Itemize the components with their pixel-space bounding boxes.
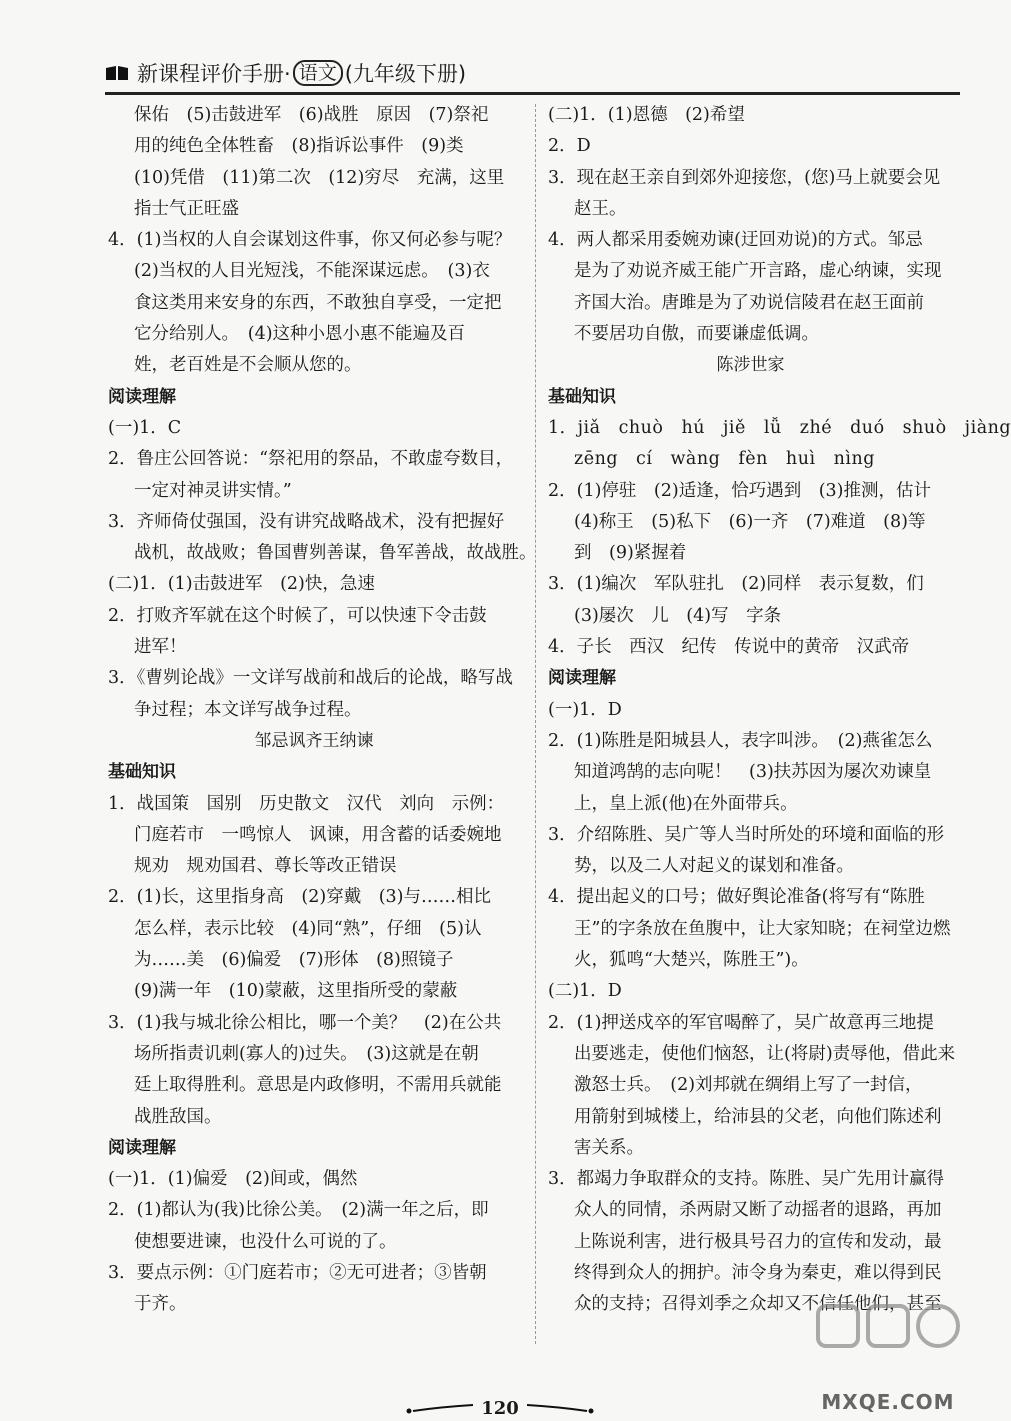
text-line: 王”的字条放在鱼腹中，让大家知晓；在祠堂边燃: [574, 918, 951, 939]
text-line: (2)当权的人目光短浅，不能深谋远虑。 (3)衣: [134, 261, 490, 282]
text-line: 赵王。: [574, 198, 627, 219]
text-line: 2．打败齐军就在这个时候了，可以快速下令击鼓: [108, 605, 487, 626]
text-line: 3．《曹刿论战》一文详写战前和战后的论战，略写战: [108, 668, 513, 689]
text-line: (3)屡次 儿 (4)写 字条: [574, 605, 782, 626]
text-line: (9)满一年 (10)蒙蔽，这里指所受的蒙蔽: [134, 981, 458, 1002]
text-line: 害关系。: [574, 1137, 644, 1158]
text-line: 姓，老百姓是不会顺从您的。: [134, 355, 362, 376]
text-line: (4)称王 (5)私下 (6)一齐 (7)难道 (8)等: [574, 511, 926, 532]
text-line: 争过程；本文详写战争过程。: [134, 699, 362, 720]
text-line: 怎么样，表示比较 (4)同“熟”，仔细 (5)认: [134, 918, 482, 939]
lesson-title: 邹忌讽齐王纳谏: [254, 730, 374, 751]
text-line: 2．D: [548, 136, 591, 157]
text-line: 保佑 (5)击鼓进军 (6)战胜 原因 (7)祭祀: [134, 105, 489, 125]
page-header: [105, 58, 905, 88]
text-line: 终得到众人的拥护。沛令身为秦吏，难以得到民: [574, 1262, 942, 1283]
section-heading: 阅读理解: [108, 386, 176, 407]
watermark: [808, 1296, 968, 1414]
section-heading: 阅读理解: [108, 1137, 176, 1158]
text-line: 门庭若市 一鸣惊人 讽谏，用含蓄的话委婉地: [134, 824, 502, 845]
text-line: 于齐。: [134, 1294, 187, 1315]
text-line: 1．战国策 国别 历史散文 汉代 刘向 示例：: [108, 793, 505, 814]
text-line: 是为了劝说齐威王能广开言路，虚心纳谏，实现: [574, 261, 942, 282]
text-line: 2．(1)押送戍卒的军官喝醉了，吴广故意再三地提: [548, 1012, 934, 1033]
text-line: 1．jiǎ chuò hú jiě lǚ zhé duó shuò jiàng: [548, 417, 1011, 438]
text-line: 激怒士兵。 (2)刘邦就在绸绢上写了一封信，: [574, 1075, 923, 1096]
text-line: 战胜敌国。: [134, 1106, 222, 1127]
section-heading: 基础知识: [108, 762, 176, 783]
text-line: (一)1．D: [548, 699, 622, 720]
text-line: 使想要进谏，也没什么可说的了。: [134, 1231, 397, 1252]
text-line: 4．两人都采用委婉劝谏(迂回劝说)的方式。邹忌: [548, 230, 923, 251]
text-line: 指士气正旺盛: [134, 198, 239, 219]
text-line: 2．(1)陈胜是阳城县人，表字叫涉。 (2)燕雀怎么: [548, 730, 933, 751]
text-line: 上，皇上派(他)在外面带兵。: [574, 793, 798, 814]
section-heading: 阅读理解: [548, 668, 616, 689]
watermark-text: MXQE.COM: [821, 1390, 955, 1414]
text-line: 廷上取得胜利。意思是内政修明，不需用兵就能: [134, 1075, 502, 1096]
lesson-title: 陈涉世家: [716, 355, 785, 376]
text-line: 齐国大治。唐雎是为了劝说信陵君在赵王面前: [574, 292, 924, 313]
footer-ornament-right-icon: [525, 1403, 595, 1415]
text-line: 场所指责讥刺(寡人的)过失。 (3)这就是在朝: [134, 1043, 479, 1064]
text-line: 4．子长 西汉 纪传 传说中的黄帝 汉武帝: [548, 637, 910, 658]
text-line: 战机，故战败；鲁国曹刿善谋，鲁军善战，故战胜。: [134, 543, 537, 564]
column-divider: [535, 104, 536, 1344]
text-line: (一)1．C: [108, 417, 182, 438]
text-line: 3．要点示例：①门庭若市；②无可进者；③皆朝: [108, 1262, 487, 1283]
subject-badge: 语文: [293, 60, 343, 86]
text-line: 知道鸿鹄的志向呢！ (3)扶苏因为屡次劝谏皇: [574, 762, 932, 783]
text-line: 它分给别人。 (4)这种小恩小惠不能遍及百: [134, 324, 466, 345]
text-line: 4．(1)当权的人自会谋划这件事，你又何必参与呢？: [108, 230, 512, 251]
text-line: 2．(1)停驻 (2)适逢，恰巧遇到 (3)推测，估计: [548, 480, 931, 501]
text-line: 火，狐鸣“大楚兴，陈胜王”)。: [574, 950, 809, 971]
text-line: 3．现在赵王亲自到郊外迎接您，(您)马上就要会见: [548, 167, 941, 188]
text-line: 3．(1)编次 军队驻扎 (2)同样 表示复数，们: [548, 574, 924, 595]
book-logo-icon: [105, 64, 131, 82]
text-line: 出要逃走，使他们恼怒，让(将尉)责辱他，借此来: [574, 1043, 956, 1064]
header-grade: (九年级下册): [344, 62, 467, 86]
text-line: (二)1．(1)击鼓进军 (2)快，急速: [108, 574, 375, 595]
text-line: 众人的同情，杀两尉又断了动摇者的退路，再加: [574, 1200, 942, 1221]
footer-ornament-left-icon: [405, 1403, 475, 1415]
text-line: (二)1．(1)恩德 (2)希望: [548, 105, 745, 125]
text-line: 2．鲁庄公回答说：“祭祀用的祭品，不敢虚夸数目，: [108, 449, 514, 470]
text-line: 为……美 (6)偏爱 (7)形体 (8)照镜子: [134, 950, 454, 971]
text-line: 不要居功自傲，而要谦虚低调。: [574, 324, 819, 345]
right-column: [548, 100, 1011, 1321]
section-heading: 基础知识: [548, 386, 616, 407]
text-line: 势，以及二人对起义的谋划和准备。: [574, 856, 854, 877]
text-line: (10)凭借 (11)第二次 (12)穷尽 充满，这里: [134, 167, 505, 188]
text-line: 3．齐师倚仗强国，没有讲究战略战术，没有把握好: [108, 511, 505, 532]
text-line: 4．提出起义的口号；做好舆论准备(将写有“陈胜: [548, 887, 925, 908]
text-line: 到 (9)紧握着: [574, 543, 687, 564]
text-line: 2．(1)长，这里指身高 (2)穿戴 (3)与……相比: [108, 887, 491, 908]
watermark-logo-icon: [808, 1296, 968, 1386]
text-line: 食这类用来安身的东西，不敢独自享受，一定把: [134, 292, 502, 313]
text-line: (一)1．(1)偏爱 (2)间或，偶然: [108, 1169, 358, 1190]
text-line: 众的支持；召得刘季之众却又不信任他们，甚至: [574, 1294, 942, 1315]
left-column: [108, 100, 537, 1321]
text-line: 一定对神灵讲实情。”: [134, 480, 292, 501]
text-line: 规劝 规劝国君、尊长等改正错误: [134, 856, 397, 877]
text-line: 2．(1)都认为(我)比徐公美。 (2)满一年之后，即: [108, 1200, 489, 1221]
text-line: 用箭射到城楼上，给沛县的父老，向他们陈述利: [574, 1106, 942, 1127]
text-line: 用的纯色全体牲畜 (8)指诉讼事件 (9)类: [134, 136, 464, 157]
text-line: (二)1．D: [548, 981, 622, 1002]
header-title: 新课程评价手册·: [137, 62, 291, 86]
text-line: 3．(1)我与城北徐公相比，哪一个美？ (2)在公共: [108, 1012, 502, 1033]
text-line: 3．介绍陈胜、吴广等人当时所处的环境和面临的形: [548, 824, 945, 845]
page-number: 120: [481, 1398, 519, 1419]
text-line: 进军！: [134, 637, 187, 658]
text-line: zēng cí wàng fèn huì nìng: [574, 449, 875, 470]
text-line: 上陈说利害，进行极具号召力的宣传和发动，最: [574, 1231, 942, 1252]
text-line: 3．都竭力争取群众的支持。陈胜、吴广先用计赢得: [548, 1169, 945, 1190]
header-rule: [105, 92, 960, 95]
